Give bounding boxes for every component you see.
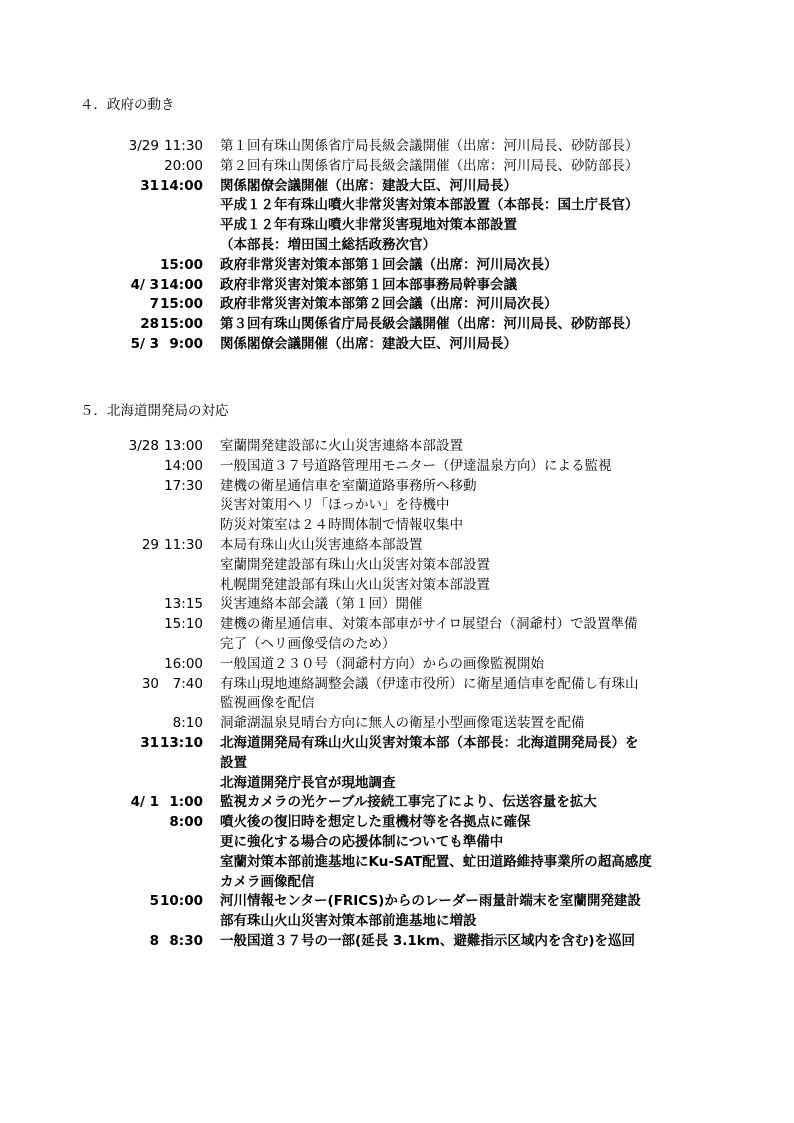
timeline-row xyxy=(0,516,794,536)
entry-time: 9:00 xyxy=(169,335,203,352)
entry-text: カメラ画像配信 xyxy=(220,873,315,890)
timeline-row xyxy=(0,216,794,236)
entry-date: 29 xyxy=(141,536,159,553)
entry-date: 4/ 1 xyxy=(130,794,159,811)
entry-text: 災害対策用ヘリ「ほっかい」を待機中 xyxy=(220,497,450,514)
entry-time: 1:00 xyxy=(169,794,203,811)
entry-text: 本局有珠山火山災害連絡本部設置 xyxy=(220,536,423,553)
timeline-row xyxy=(0,615,794,635)
timeline-row xyxy=(0,813,794,833)
timeline-row xyxy=(0,315,794,335)
entry-time: 16:00 xyxy=(164,655,203,672)
timeline-row xyxy=(0,595,794,615)
entry-date: 5 xyxy=(149,893,159,910)
entry-time: 10:00 xyxy=(160,893,203,910)
entry-text: 噴火後の復旧時を想定した重機材等を各拠点に確保 xyxy=(220,814,531,831)
timeline-row xyxy=(0,774,794,794)
timeline-row xyxy=(0,833,794,853)
entry-text: 平成１２年有珠山噴火非常災害対策本部設置（本部長：国土庁長官） xyxy=(220,197,639,214)
entry-text: 設置 xyxy=(220,754,247,771)
entry-time: 13:00 xyxy=(164,438,203,454)
entry-text: 平成１２年有珠山噴火非常災害現地対策本部設置 xyxy=(220,217,517,234)
entry-text: 室蘭開発建設部有珠山火山災害対策本部設置 xyxy=(220,556,490,573)
entry-text: 北海道開発局有珠山火山災害対策本部（本部長：北海道開発局長）を xyxy=(220,734,639,751)
entry-time: 14:00 xyxy=(164,457,203,474)
timeline-row xyxy=(0,793,794,813)
timeline-row xyxy=(0,477,794,497)
entry-text: 災害連絡本部会議（第１回）開催 xyxy=(220,596,423,613)
timeline-row xyxy=(0,177,794,197)
entry-time: 13:15 xyxy=(164,596,203,613)
entry-text: 政府非常災害対策本部第１回会議（出席：河川局次長） xyxy=(220,256,558,273)
entry-text: 関係閣僚会議開催（出席：建設大臣、河川局長） xyxy=(220,335,517,352)
timeline-row xyxy=(0,276,794,296)
entry-time: 13:10 xyxy=(160,734,203,751)
entry-time: 7:40 xyxy=(172,675,203,692)
timeline-row xyxy=(0,236,794,256)
entry-time: 15:00 xyxy=(160,296,203,313)
entry-text: 札幌開発建設部有珠山火山災害対策本部設置 xyxy=(220,576,490,593)
entry-text: 一般国道３７号の一部(延長 3.1km、避難指示区域内を含む)を巡回 xyxy=(220,932,635,949)
timeline-row xyxy=(0,932,794,952)
timeline-row xyxy=(0,157,794,177)
entry-text: 一般国道３７号道路管理用モニター（伊達温泉方向）による監視 xyxy=(220,457,612,474)
timeline-row xyxy=(0,734,794,754)
timeline-row xyxy=(0,912,794,932)
entry-time: 11:30 xyxy=(164,536,203,553)
timeline-row xyxy=(0,873,794,893)
entry-text: 建機の衛星通信車、対策本部車がサイロ展望台（洞爺村）で設置準備 xyxy=(220,616,638,633)
timeline-row xyxy=(0,437,794,457)
entry-time: 11:30 xyxy=(164,138,203,154)
entry-time: 15:00 xyxy=(160,316,203,333)
entry-text: 第１回有珠山関係省庁局長級会議開催（出席：河川局長、砂防部長） xyxy=(220,138,639,154)
timeline-row xyxy=(0,137,794,157)
entry-text: 完了（ヘリ画像受信のため） xyxy=(220,635,396,652)
timeline-row xyxy=(0,853,794,873)
entry-date: 30 xyxy=(141,675,159,692)
entry-date: 4/ 3 xyxy=(130,276,159,293)
timeline-row xyxy=(0,536,794,556)
entry-text: 監視画像を配信 xyxy=(220,695,315,712)
timeline-row xyxy=(0,754,794,774)
timeline-row xyxy=(0,694,794,714)
timeline-row xyxy=(0,496,794,516)
entry-time: 8:30 xyxy=(169,932,203,949)
entry-text: 河川情報センター(FRICS)からのレーダー雨量計端末を室蘭開発建設 xyxy=(220,893,641,910)
entry-date: 5/ 3 xyxy=(130,335,159,352)
section-5-heading: ５．北海道開発局の対応 xyxy=(80,403,229,419)
entry-text: 室蘭対策本部前進基地にKu-SAT配置、虻田道路維持事業所の超高感度 xyxy=(220,853,652,870)
timeline-row xyxy=(0,196,794,216)
entry-text: （本部長：増田国土総括政務次官） xyxy=(220,236,436,253)
entry-date: 7 xyxy=(149,296,159,313)
entry-text: 監視カメラの光ケーブル接続工事完了により、伝送容量を拡大 xyxy=(220,794,597,811)
timeline-row xyxy=(0,256,794,276)
timeline-row xyxy=(0,675,794,695)
entry-text: 一般国道２３０号（洞爺村方向）からの画像監視開始 xyxy=(220,655,544,672)
entry-text: 部有珠山火山災害対策本部前進基地に増設 xyxy=(220,913,477,930)
entry-text: 政府非常災害対策本部第２回会議（出席：河川局次長） xyxy=(220,296,558,313)
timeline-row xyxy=(0,892,794,912)
timeline-row xyxy=(0,576,794,596)
hokkaido-bureau-actions-list xyxy=(0,437,794,952)
entry-text: 第２回有珠山関係省庁局長級会議開催（出席：河川局長、砂防部長） xyxy=(220,157,639,174)
entry-date: 3/28 xyxy=(128,438,159,454)
timeline-row xyxy=(0,635,794,655)
timeline-row xyxy=(0,714,794,734)
entry-date: 8 xyxy=(149,932,159,949)
entry-time: 8:00 xyxy=(169,814,203,831)
entry-date: 31 xyxy=(140,734,159,751)
entry-text: 洞爺湖温泉見晴台方向に無人の衛星小型画像電送装置を配備 xyxy=(220,715,585,732)
entry-text: 第３回有珠山関係省庁局長級会議開催（出席：河川局長、砂防部長） xyxy=(220,316,639,333)
entry-text: 政府非常災害対策本部第１回本部事務局幹事会議 xyxy=(220,276,517,293)
entry-time: 20:00 xyxy=(164,157,203,174)
timeline-row xyxy=(0,335,794,355)
entry-time: 8:10 xyxy=(172,715,203,732)
entry-time: 14:00 xyxy=(160,276,203,293)
entry-text: 更に強化する場合の応援体制についても準備中 xyxy=(220,833,504,850)
timeline-row xyxy=(0,295,794,315)
entry-time: 15:00 xyxy=(160,256,203,273)
entry-time: 15:10 xyxy=(164,616,203,633)
timeline-row xyxy=(0,655,794,675)
entry-time: 14:00 xyxy=(160,177,203,194)
entry-text: 室蘭開発建設部に火山災害連絡本部設置 xyxy=(220,438,463,454)
entry-date: 28 xyxy=(140,316,159,333)
entry-text: 防災対策室は２４時間体制で情報収集中 xyxy=(220,517,463,534)
entry-date: 31 xyxy=(140,177,159,194)
section-4-heading: ４．政府の動き xyxy=(80,97,175,113)
entry-text: 北海道開発庁長官が現地調査 xyxy=(220,774,396,791)
entry-date: 3/29 xyxy=(128,138,159,154)
timeline-row xyxy=(0,556,794,576)
entry-text: 建機の衛星通信車を室蘭道路事務所へ移動 xyxy=(220,477,477,494)
entry-time: 17:30 xyxy=(164,477,203,494)
entry-text: 関係閣僚会議開催（出席：建設大臣、河川局長） xyxy=(220,177,517,194)
entry-text: 有珠山現地連絡調整会議（伊達市役所）に衛星通信車を配備し有珠山 xyxy=(220,675,639,692)
timeline-row xyxy=(0,457,794,477)
government-actions-list xyxy=(0,137,794,355)
